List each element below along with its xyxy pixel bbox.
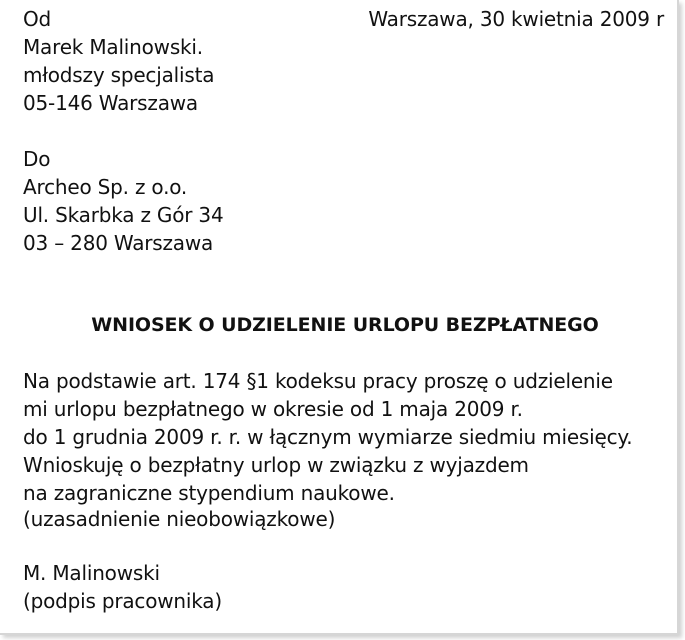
- body-line: Na podstawie art. 174 §1 kodeksu pracy proszę o udzielenie: [23, 369, 613, 393]
- sender-address: 05-146 Warszawa: [23, 91, 198, 115]
- signature-name: M. Malinowski: [23, 561, 160, 585]
- sender-label: Od: [23, 7, 52, 31]
- recipient-company: Archeo Sp. z o.o.: [23, 175, 188, 199]
- body-line: Wnioskuję o bezpłatny urlop w związku z wyjazdem: [23, 453, 529, 477]
- body-line: na zagraniczne stypendium naukowe.: [23, 481, 395, 505]
- document-title: WNIOSEK O UDZIELENIE URLOPU BEZPŁATNEGO: [91, 314, 599, 336]
- body-line: do 1 grudnia 2009 r. r. w łącznym wymiarze siedmiu miesięcy.: [23, 425, 633, 449]
- recipient-city: 03 – 280 Warszawa: [23, 231, 214, 255]
- sender-name: Marek Malinowski.: [23, 35, 203, 59]
- body-line: (uzasadnienie nieobowiązkowe): [23, 507, 336, 531]
- place-and-date: Warszawa, 30 kwietnia 2009 r: [368, 7, 664, 31]
- recipient-street: Ul. Skarbka z Gór 34: [23, 203, 224, 227]
- signature-caption: (podpis pracownika): [23, 589, 222, 613]
- sender-position: młodszy specjalista: [23, 63, 215, 87]
- body-line: mi urlopu bezpłatnego w okresie od 1 maja 2009 r.: [23, 397, 523, 421]
- recipient-label: Do: [23, 147, 51, 171]
